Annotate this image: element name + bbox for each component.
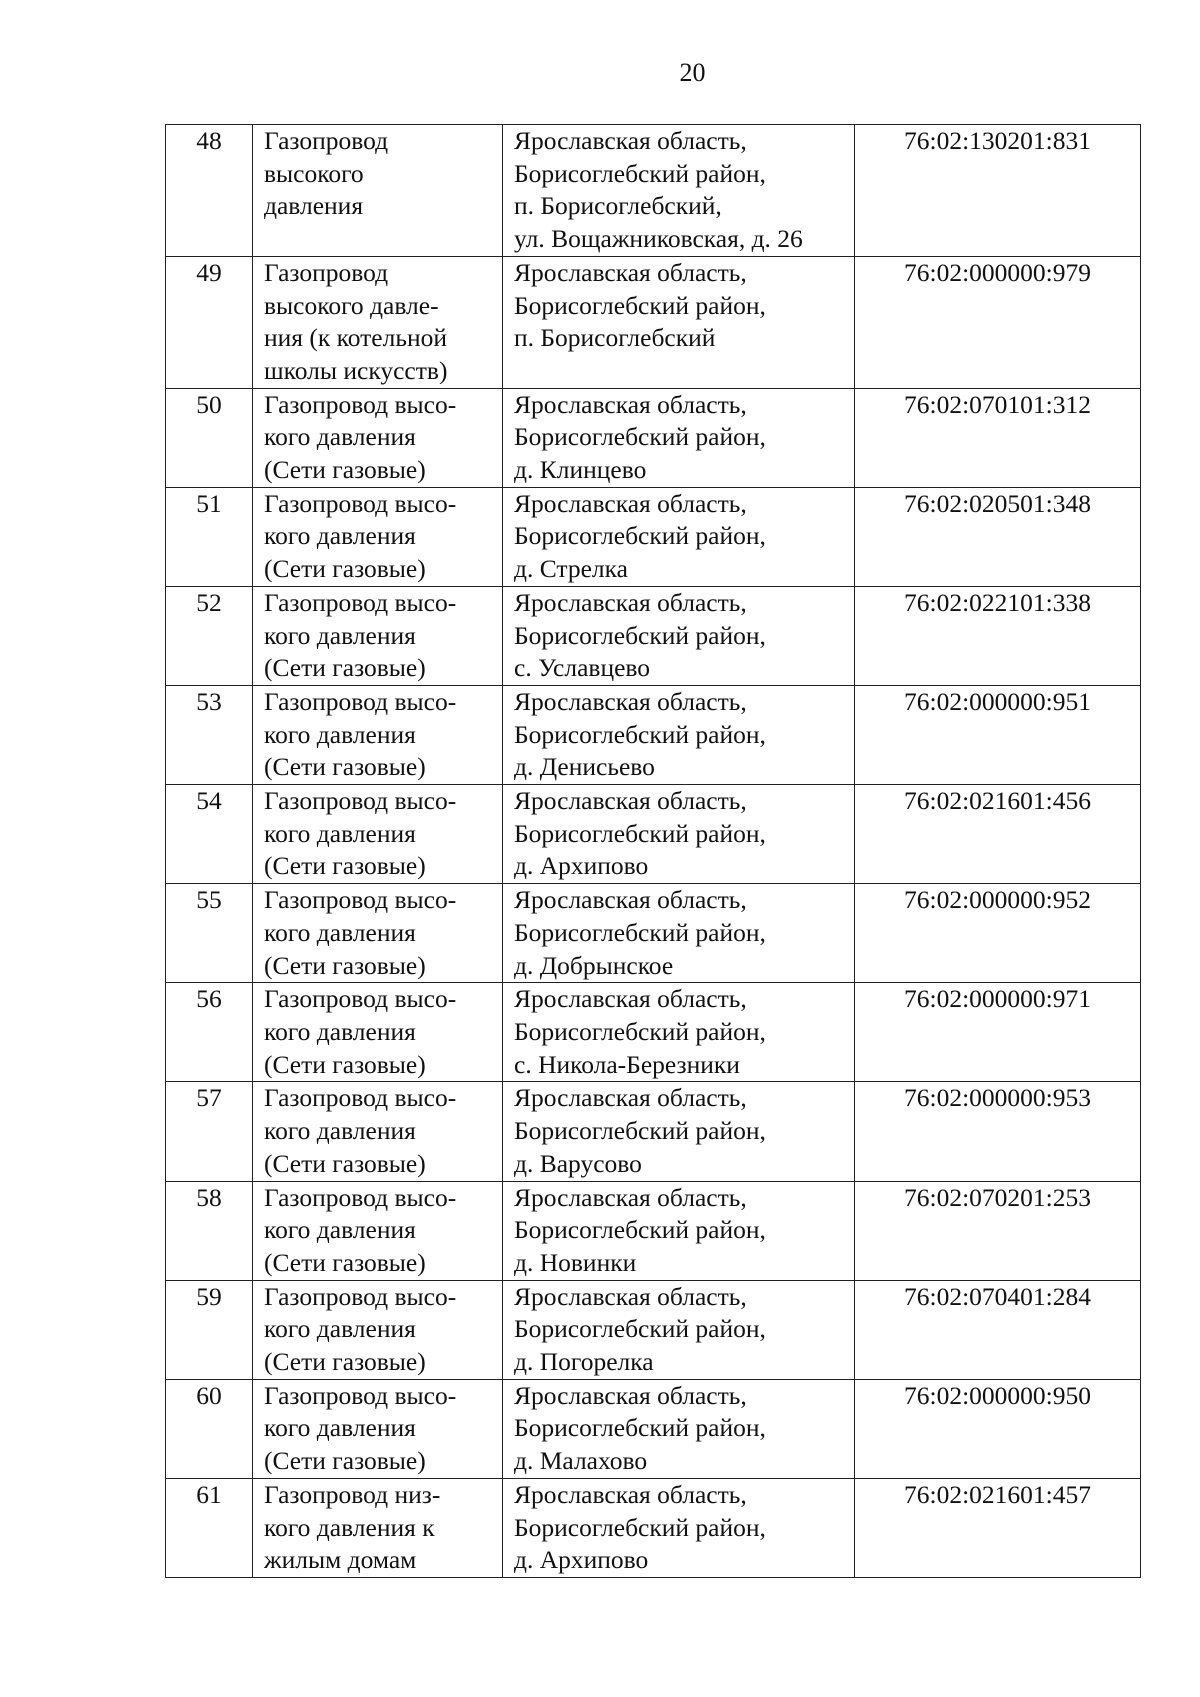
object-name-cell (253, 1379, 503, 1478)
address-line: д. Варусово (514, 1148, 642, 1178)
address-line: Борисоглебский район, (514, 422, 766, 452)
row-number: 49 (166, 256, 253, 388)
object-name-line: высокого (264, 158, 364, 188)
objects-table (165, 124, 1141, 1578)
object-name-line: Газопровод высо- (264, 1182, 457, 1212)
address-line: ул. Вощажниковская, д. 26 (514, 224, 803, 254)
address-line: д. Архипово (514, 1545, 649, 1575)
table-body (166, 125, 1141, 1578)
address-line: Ярославская область, (514, 1380, 747, 1410)
table-row (166, 487, 1141, 586)
page-number: 20 (679, 58, 706, 87)
address-cell (503, 1082, 855, 1181)
cadastral-number: 76:02:070201:253 (855, 1181, 1141, 1280)
address-line: Ярославская область, (514, 257, 747, 287)
cadastral-number: 76:02:000000:979 (855, 256, 1141, 388)
address-line: Ярославская область, (514, 1479, 747, 1509)
address-line: Борисоглебский район, (514, 290, 766, 320)
address-line: д. Новинки (514, 1247, 637, 1277)
object-name-line: высокого давле- (264, 290, 439, 320)
row-number: 51 (166, 487, 253, 586)
address-cell (503, 785, 855, 884)
object-name-line: кого давления (264, 1116, 416, 1146)
object-name-line: Газопровод высо- (264, 1281, 457, 1311)
cadastral-number: 76:02:020501:348 (855, 487, 1141, 586)
object-name-line: Газопровод высо- (264, 389, 457, 419)
cadastral-number: 76:02:130201:831 (855, 125, 1141, 257)
row-number: 54 (166, 785, 253, 884)
object-name-line: (Сети газовые) (264, 653, 426, 683)
address-line: Ярославская область, (514, 126, 747, 155)
address-line: д. Клинцево (514, 455, 647, 485)
object-name-line: Газопровод низ- (264, 1479, 441, 1509)
row-number: 57 (166, 1082, 253, 1181)
address-line: д. Погорелка (514, 1347, 654, 1377)
row-number: 58 (166, 1181, 253, 1280)
object-name-line: кого давления (264, 422, 416, 452)
address-cell (503, 884, 855, 983)
object-name-cell (253, 1280, 503, 1379)
address-line: Ярославская область, (514, 786, 747, 816)
address-line: д. Денисьево (514, 752, 655, 782)
object-name-line: (Сети газовые) (264, 950, 426, 980)
object-name-line: (Сети газовые) (264, 1347, 426, 1377)
address-cell (503, 1280, 855, 1379)
cadastral-number: 76:02:000000:950 (855, 1379, 1141, 1478)
object-name-line: Газопровод (264, 126, 389, 155)
cadastral-number: 76:02:022101:338 (855, 586, 1141, 685)
object-name-cell (253, 1082, 503, 1181)
address-line: д. Архипово (514, 851, 649, 881)
object-name-line: кого давления (264, 521, 416, 551)
object-name-cell (253, 586, 503, 685)
address-cell (503, 983, 855, 1082)
object-name-line: Газопровод высо- (264, 488, 457, 518)
row-number: 56 (166, 983, 253, 1082)
object-name-line: (Сети газовые) (264, 1446, 426, 1476)
address-line: д. Стрелка (514, 554, 628, 584)
address-cell (503, 256, 855, 388)
object-name-cell (253, 1478, 503, 1577)
object-name-line: (Сети газовые) (264, 752, 426, 782)
address-line: Ярославская область, (514, 1182, 747, 1212)
address-cell (503, 1379, 855, 1478)
row-number: 48 (166, 125, 253, 257)
table-row (166, 884, 1141, 983)
address-line: Борисоглебский район, (514, 818, 766, 848)
table-row (166, 1379, 1141, 1478)
address-line: Ярославская область, (514, 885, 747, 915)
object-name-line: (Сети газовые) (264, 1247, 426, 1277)
object-name-line: кого давления к (264, 1512, 435, 1542)
table-row (166, 785, 1141, 884)
object-name-line: (Сети газовые) (264, 1148, 426, 1178)
object-name-cell (253, 884, 503, 983)
object-name-cell (253, 388, 503, 487)
object-name-line: кого давления (264, 917, 416, 947)
address-line: д. Малахово (514, 1446, 648, 1476)
table-row (166, 685, 1141, 784)
table-row (166, 1082, 1141, 1181)
cadastral-number: 76:02:000000:953 (855, 1082, 1141, 1181)
object-name-line: кого давления (264, 620, 416, 650)
address-line: Борисоглебский район, (514, 521, 766, 551)
object-name-line: жилым домам (264, 1545, 417, 1575)
address-line: с. Уславцево (514, 653, 651, 683)
cadastral-number: 76:02:070401:284 (855, 1280, 1141, 1379)
object-name-cell (253, 256, 503, 388)
object-name-line: Газопровод высо- (264, 1083, 457, 1113)
address-cell (503, 388, 855, 487)
address-line: п. Борисоглебский, (514, 191, 722, 221)
address-line: Борисоглебский район, (514, 1116, 766, 1146)
address-line: Ярославская область, (514, 1083, 747, 1113)
address-line: Борисоглебский район, (514, 620, 766, 650)
object-name-line: кого давления (264, 1215, 416, 1245)
object-name-line: Газопровод (264, 257, 389, 287)
object-name-line: Газопровод высо- (264, 1380, 457, 1410)
address-line: Ярославская область, (514, 389, 747, 419)
row-number: 52 (166, 586, 253, 685)
cadastral-number: 76:02:000000:951 (855, 685, 1141, 784)
address-line: п. Борисоглебский (514, 323, 716, 353)
object-name-line: (Сети газовые) (264, 851, 426, 881)
cadastral-number: 76:02:021601:457 (855, 1478, 1141, 1577)
object-name-line: (Сети газовые) (264, 455, 426, 485)
cadastral-number: 76:02:000000:971 (855, 983, 1141, 1082)
address-line: Ярославская область, (514, 984, 747, 1014)
object-name-line: Газопровод высо- (264, 984, 457, 1014)
object-name-cell (253, 685, 503, 784)
object-name-line: кого давления (264, 1413, 416, 1443)
row-number: 61 (166, 1478, 253, 1577)
row-number: 55 (166, 884, 253, 983)
address-line: Борисоглебский район, (514, 1016, 766, 1046)
address-cell (503, 685, 855, 784)
address-line: Борисоглебский район, (514, 917, 766, 947)
object-name-line: Газопровод высо- (264, 587, 457, 617)
object-name-line: Газопровод высо- (264, 686, 457, 716)
object-name-line: Газопровод высо- (264, 885, 457, 915)
table-row (166, 256, 1141, 388)
address-line: Борисоглебский район, (514, 1512, 766, 1542)
object-name-cell (253, 785, 503, 884)
table-row (166, 983, 1141, 1082)
address-line: д. Добрынское (514, 950, 674, 980)
object-name-line: кого давления (264, 719, 416, 749)
object-name-line: кого давления (264, 1314, 416, 1344)
address-cell (503, 586, 855, 685)
table-row (166, 125, 1141, 257)
object-name-line: ния (к котельной (264, 323, 448, 353)
object-name-line: (Сети газовые) (264, 1049, 426, 1079)
object-name-line: кого давления (264, 818, 416, 848)
address-line: Ярославская область, (514, 686, 747, 716)
table-row (166, 1181, 1141, 1280)
object-name-line: школы искусств) (264, 355, 448, 385)
address-line: Ярославская область, (514, 488, 747, 518)
cadastral-number: 76:02:021601:456 (855, 785, 1141, 884)
row-number: 53 (166, 685, 253, 784)
address-cell (503, 125, 855, 257)
address-line: Борисоглебский район, (514, 1215, 766, 1245)
row-number: 60 (166, 1379, 253, 1478)
address-line: с. Никола-Березники (514, 1049, 740, 1079)
table-row (166, 586, 1141, 685)
row-number: 50 (166, 388, 253, 487)
address-line: Ярославская область, (514, 587, 747, 617)
object-name-cell (253, 1181, 503, 1280)
table-row (166, 1280, 1141, 1379)
address-line: Борисоглебский район, (514, 1413, 766, 1443)
table-row (166, 388, 1141, 487)
address-line: Борисоглебский район, (514, 1314, 766, 1344)
cadastral-number: 76:02:000000:952 (855, 884, 1141, 983)
object-name-line: давления (264, 191, 364, 221)
object-name-cell (253, 125, 503, 257)
address-line: Борисоглебский район, (514, 158, 766, 188)
address-line: Ярославская область, (514, 1281, 747, 1311)
object-name-line: Газопровод высо- (264, 786, 457, 816)
object-name-line: кого давления (264, 1016, 416, 1046)
row-number: 59 (166, 1280, 253, 1379)
address-line: Борисоглебский район, (514, 719, 766, 749)
address-cell (503, 487, 855, 586)
table-row (166, 1478, 1141, 1577)
object-name-cell (253, 487, 503, 586)
object-name-line: (Сети газовые) (264, 554, 426, 584)
address-cell (503, 1478, 855, 1577)
object-name-cell (253, 983, 503, 1082)
cadastral-number: 76:02:070101:312 (855, 388, 1141, 487)
address-cell (503, 1181, 855, 1280)
